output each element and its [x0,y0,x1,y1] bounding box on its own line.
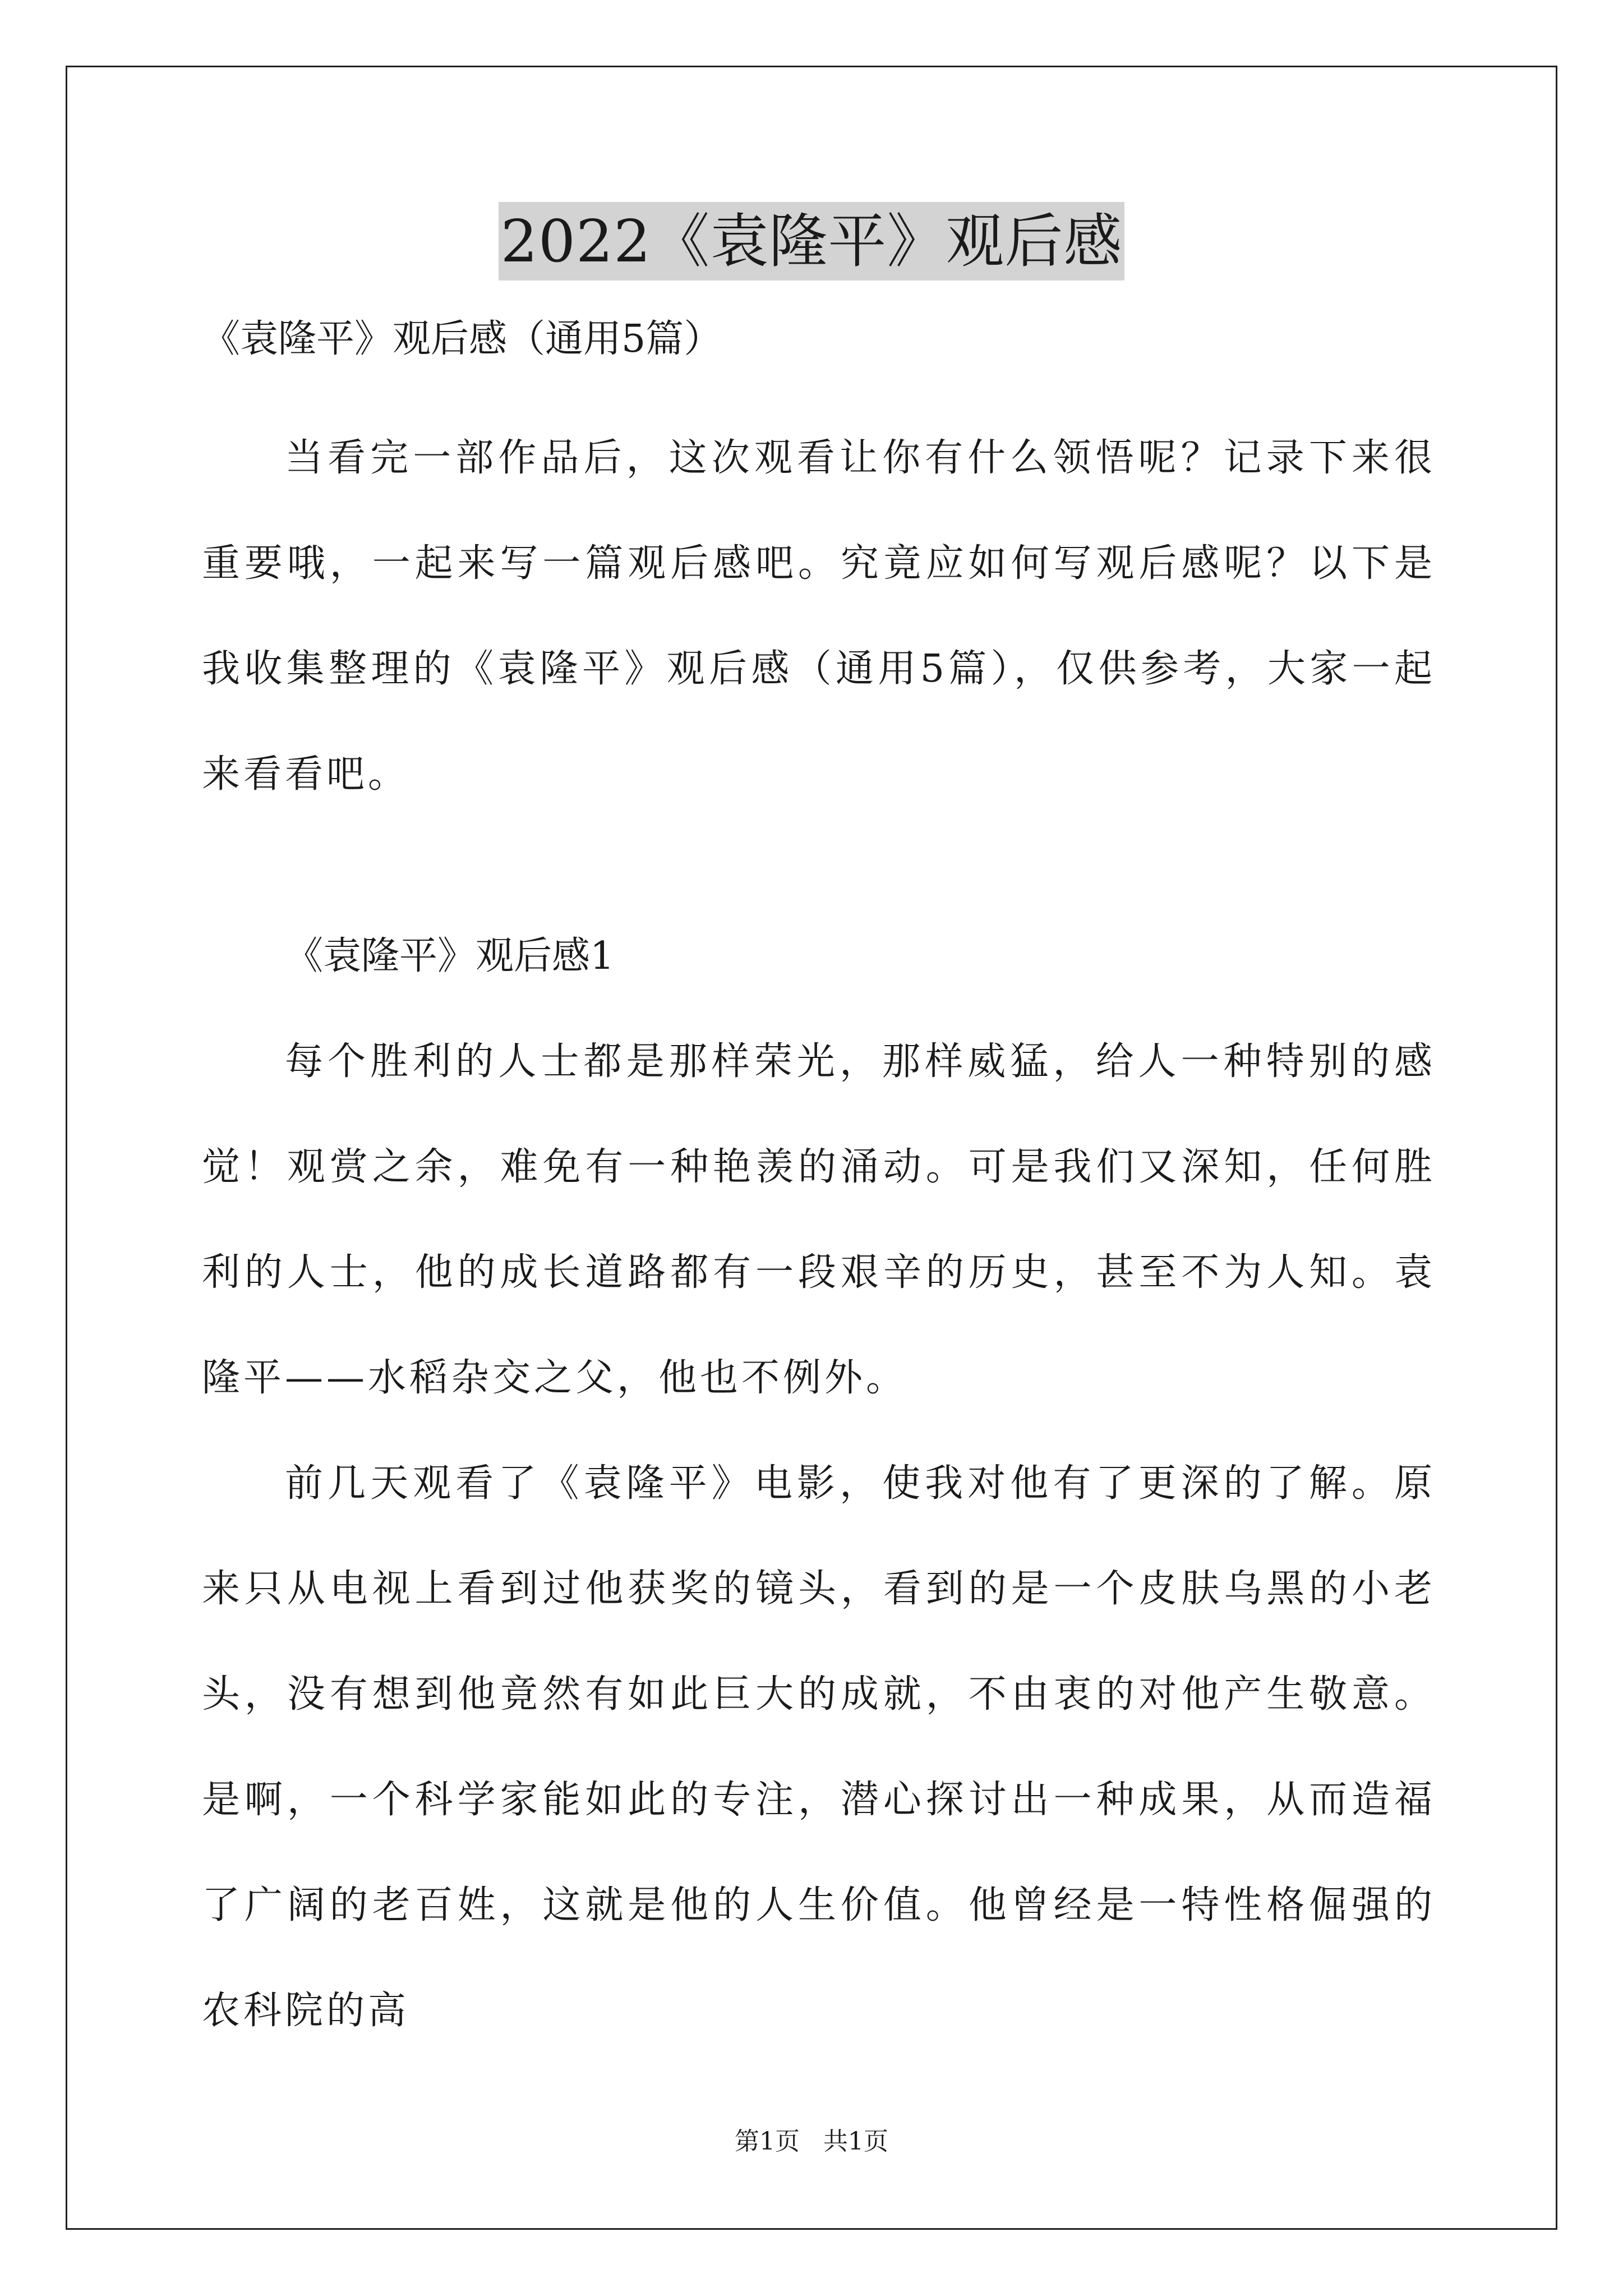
document-subtitle: 《袁隆平》观后感（通用5篇） [202,317,722,361]
section-heading: 《袁隆平》观后感1 [285,934,615,978]
document-body [202,311,1436,2064]
page-total: 共1页 [823,2127,888,2156]
body-paragraph: 前几天观看了《袁隆平》电影，使我对他有了更深的了解。原来只从电视上看到过他获奖的镜头，看到的是一个皮肤乌黑的小老头，没有想到他竟然有如此巨大的成就，不由衷的对他产生敬意。是啊，一个科学家能如此的专注，潜心探讨出一种成果，从而造福了广阔的老百姓，这就是他的人生价值。他曾经是一特性格倔强的农科院的高 [202,1461,1436,2033]
intro-paragraph: 当看完一部作品后，这次观看让你有什么领悟呢？记录下来很重要哦，一起来写一篇观后感吧。究竟应如何写观后感呢？以下是我收集整理的《袁隆平》观后感（通用5篇），仅供参考，大家一起来看看吧。 [202,436,1436,797]
page-footer [0,2125,1623,2159]
title-container [0,202,1623,280]
body-paragraph: 每个胜利的人士都是那样荣光，那样威猛，给人一种特别的感觉！观赏之余，难免有一种艳羡的涌动。可是我们又深知，任何胜利的人士，他的成长道路都有一段艰辛的历史，甚至不为人知。袁隆平——水稻杂交之父，他也不例外。 [202,1039,1436,1400]
page-number: 第1页 [735,2127,800,2156]
document-title: 2022《袁隆平》观后感 [499,202,1125,280]
